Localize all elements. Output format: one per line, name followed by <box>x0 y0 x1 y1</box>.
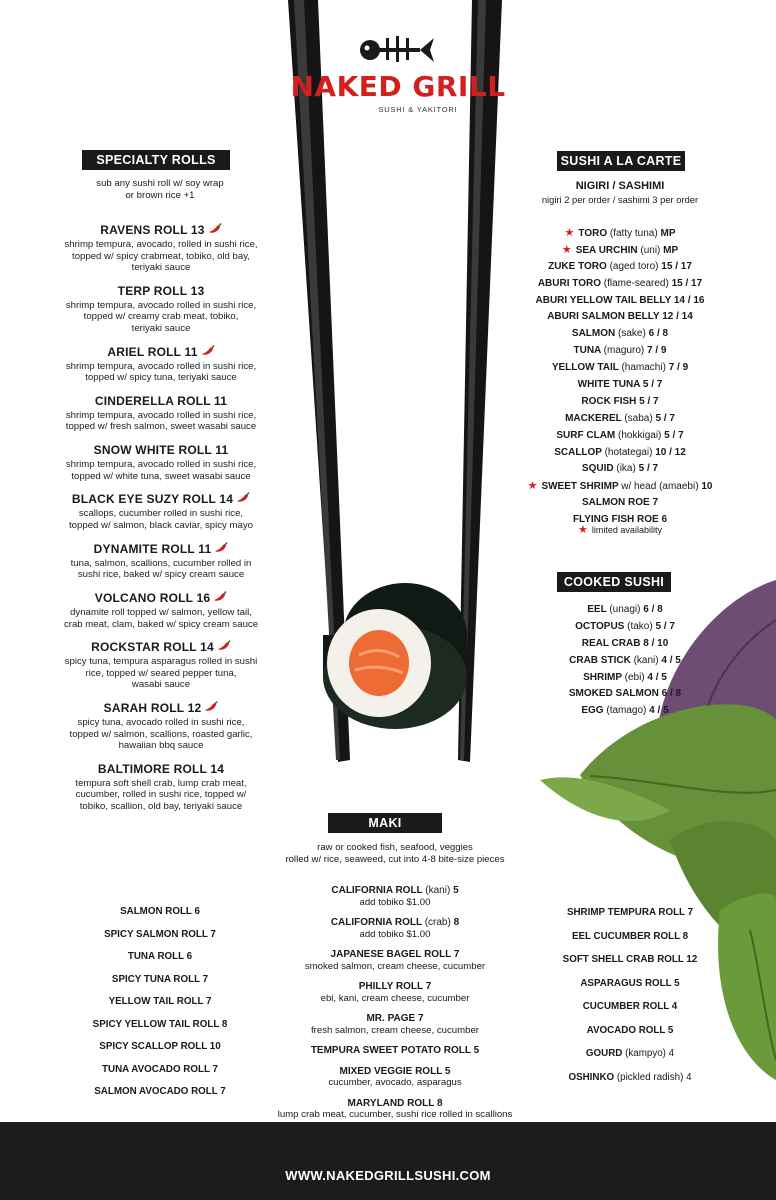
maki-item-description: cucumber, avocado, asparagus <box>328 1077 462 1088</box>
maki-item-name: TEMPURA SWEET POTATO ROLL 5 <box>310 1045 480 1056</box>
sushi-item-name: ZUKE TORO <box>548 260 607 272</box>
maki-item-name: PHILLY ROLL 7 <box>358 981 432 992</box>
maki-note-line: rolled w/ rice, seaweed, cut into 4-8 bite-size pieces <box>285 854 505 865</box>
maki-item <box>545 1066 715 1090</box>
cooked-item-name: SHRIMP <box>583 671 622 683</box>
sushi-item-name: WHITE TUNA <box>577 379 641 391</box>
chili-pepper-icon <box>204 701 218 713</box>
cooked-item-name: EGG <box>581 705 604 717</box>
roll-description-line: shrimp tempura, avocado rolled in sushi rice, <box>65 459 257 471</box>
specialty-roll-item <box>52 589 270 630</box>
sushi-item-price: 12 / 14 <box>662 311 693 323</box>
sushi-item <box>520 495 720 512</box>
sushi-item-note: (aged toro) <box>609 260 659 272</box>
specialty-roll-item <box>52 490 270 531</box>
chili-pepper-icon <box>201 345 215 357</box>
maki-item-name: EEL CUCUMBER ROLL 8 <box>571 930 689 942</box>
specialty-rolls-note <box>55 178 265 201</box>
sushi-item <box>520 394 720 411</box>
roll-name-line <box>52 221 270 239</box>
roll-name-line <box>52 441 270 459</box>
cooked-item <box>540 670 710 687</box>
sushi-item <box>520 377 720 394</box>
roll-description-line: tobiko, scallion, old bay, teriyaki sauce <box>79 800 243 812</box>
sushi-item-price: MP <box>663 244 679 256</box>
roll-description-line: shrimp tempura, avocado rolled in sushi rice, <box>65 409 257 421</box>
star-icon: ★ <box>527 480 538 493</box>
sushi-item-price: 7 / 9 <box>647 345 667 357</box>
roll-name-line <box>52 343 270 361</box>
maki-item <box>545 972 715 996</box>
maki-item-name: AVOCADO ROLL 5 <box>586 1024 674 1036</box>
sushi-item-price: 15 / 17 <box>671 277 703 289</box>
sushi-item <box>520 411 720 428</box>
sushi-item-note: (hotategai) <box>604 446 653 458</box>
maki-item <box>260 981 530 1004</box>
cooked-item-note: (unagi) <box>609 604 641 615</box>
specialty-roll-item <box>52 221 270 274</box>
roll-description-line: shrimp tempura, avocado rolled in sushi rice, <box>65 299 257 311</box>
chili-pepper-icon <box>213 591 227 603</box>
maki-header: MAKI <box>328 813 442 833</box>
roll-description-line: tuna, salmon, scallions, cucumber rolled in <box>70 557 252 569</box>
roll-name: SNOW WHITE ROLL 11 <box>93 443 229 458</box>
sushi-item <box>520 428 720 445</box>
limited-availability-note <box>540 523 700 536</box>
sushi-item <box>520 225 720 242</box>
maki-right-list <box>545 901 715 1089</box>
sushi-item-price: 15 / 17 <box>661 260 692 272</box>
sushi-item <box>520 309 720 326</box>
sushi-item-name: FLYING FISH ROE <box>572 514 659 526</box>
roll-description-line: scallops, cucumber rolled in sushi rice, <box>78 508 244 520</box>
roll-description-line: hawaiian bbq sauce <box>118 740 204 752</box>
sushi-item-note: (sake) <box>618 328 646 340</box>
roll-name-line <box>52 490 270 508</box>
sushi-item-price: 6 / 8 <box>648 328 669 340</box>
sushi-item <box>520 276 720 293</box>
nigiri-sashimi-subheader: NIGIRI / SASHIMI <box>575 180 665 192</box>
sushi-item <box>520 242 720 259</box>
cooked-item-price: 6 / 8 <box>643 604 663 615</box>
maki-item-name: CALIFORNIA ROLL <box>330 917 422 928</box>
maki-item: TUNA ROLL 6 <box>127 951 193 962</box>
maki-item-note: (crab) <box>424 917 451 928</box>
maki-item-description: fresh salmon, cream cheese, cucumber <box>311 1024 479 1036</box>
roll-name: VOLCANO ROLL 16 <box>94 591 211 606</box>
sushi-item-note: (saba) <box>624 412 653 424</box>
maki-item <box>260 885 530 908</box>
nigiri-sashimi-note: nigiri 2 per order / sashimi 3 per order <box>541 194 699 205</box>
cooked-item-note: (tako) <box>627 620 653 632</box>
maki-item-description: add tobiko $1.00 <box>359 928 431 940</box>
sushi-item-note: (flame-seared) <box>603 277 669 289</box>
maki-item-name-line <box>260 1098 530 1110</box>
brand-tagline: SUSHI & YAKITORI <box>378 105 458 114</box>
roll-description-line: shrimp tempura, avocado, rolled in sushi rice, <box>64 239 258 250</box>
specialty-roll-item <box>52 638 270 691</box>
roll-name: BALTIMORE ROLL 14 <box>97 761 225 776</box>
maki-item: SPICY TUNA ROLL 7 <box>111 973 209 985</box>
roll-name: ROCKSTAR ROLL 14 <box>91 640 214 655</box>
sushi-roll-image <box>315 575 485 735</box>
cooked-sushi-header: COOKED SUSHI <box>557 572 671 592</box>
maki-item-description: add tobiko $1.00 <box>359 896 431 908</box>
specialty-note-line: sub any sushi roll w/ soy wrap <box>96 178 224 189</box>
sushi-item <box>520 259 720 276</box>
chili-pepper-icon <box>236 492 250 504</box>
roll-description-line: cucumber, rolled in sushi rice, topped w/ <box>75 789 247 801</box>
roll-name-line <box>52 589 270 607</box>
roll-name-line <box>52 760 270 778</box>
roll-description-line: topped w/ salmon, scallions, roasted garlic, <box>69 728 253 740</box>
cooked-item <box>540 653 710 670</box>
fish-skeleton-logo <box>358 34 436 64</box>
cooked-item <box>540 686 710 703</box>
specialty-roll-item <box>52 760 270 813</box>
cooked-item <box>540 619 710 636</box>
sushi-item-price: MP <box>660 228 676 239</box>
maki-item <box>260 1066 530 1089</box>
star-icon: ★ <box>578 524 588 536</box>
maki-item-name: GOURD <box>585 1048 623 1059</box>
cooked-item <box>540 602 710 619</box>
sushi-item <box>520 293 720 310</box>
sushi-item-name: YELLOW TAIL <box>551 362 619 374</box>
maki-item-note: (kani) <box>425 885 451 896</box>
sushi-item-price: 10 / 12 <box>655 446 686 458</box>
sushi-item-price: 5 / 7 <box>655 412 675 424</box>
sushi-a-la-carte-list <box>520 225 720 529</box>
maki-item-name-line <box>260 949 530 961</box>
roll-name-line <box>52 392 270 410</box>
maki-item: SPICY SALMON ROLL 7 <box>104 928 216 940</box>
maki-item: SALMON AVOCADO ROLL 7 <box>94 1086 226 1097</box>
roll-description-line: dynamite roll topped w/ salmon, yellow tail, <box>70 607 252 619</box>
roll-name: CINDERELLA ROLL 11 <box>94 393 228 408</box>
maki-item: TUNA AVOCADO ROLL 7 <box>102 1063 218 1075</box>
maki-item <box>545 995 715 1019</box>
maki-item <box>260 1098 530 1121</box>
roll-name: BLACK EYE SUZY ROLL 14 <box>71 492 234 507</box>
star-icon: ★ <box>561 243 572 256</box>
maki-item <box>545 925 715 949</box>
chili-pepper-icon <box>208 223 222 235</box>
cooked-item <box>540 703 710 720</box>
sushi-item-name: SALMON <box>571 328 616 340</box>
cooked-item-price: 4 / 5 <box>647 671 667 683</box>
sushi-item <box>520 461 720 478</box>
specialty-roll-item <box>52 343 270 384</box>
footer-bar <box>0 1122 776 1200</box>
maki-item: SPICY YELLOW TAIL ROLL 8 <box>92 1018 228 1030</box>
maki-item: SALMON ROLL 6 <box>120 906 200 917</box>
maki-item-name: CUCUMBER ROLL 4 <box>582 1001 678 1012</box>
maki-item <box>260 1045 530 1057</box>
roll-description-line: topped w/ creamy crab meat, tobiko, <box>83 311 239 323</box>
maki-item-name: SHRIMP TEMPURA ROLL 7 <box>566 907 694 918</box>
roll-description-line: wasabi sauce <box>131 679 191 691</box>
maki-item <box>545 901 715 925</box>
roll-description-line: topped w/ white tuna, sweet wasabi sauce <box>71 470 251 482</box>
sushi-item-note: (hamachi) <box>621 362 666 374</box>
maki-item-name: JAPANESE BAGEL ROLL 7 <box>330 949 460 960</box>
sushi-item-name: SWEET SHRIMP <box>541 481 619 493</box>
roll-description-line: spicy tuna, avocado rolled in sushi rice, <box>77 717 245 729</box>
roll-description-line: teriyaki sauce <box>131 322 191 334</box>
maki-item: SPICY SCALLOP ROLL 10 <box>99 1041 221 1052</box>
sushi-item-note: (fatty tuna) <box>609 228 658 239</box>
maki-item-price: 8 <box>453 917 460 928</box>
maki-note-line: raw or cooked fish, seafood, veggies <box>317 842 473 853</box>
specialty-roll-item <box>52 699 270 752</box>
cooked-item-name: REAL CRAB <box>581 637 641 649</box>
cooked-item-price: 5 / 7 <box>655 620 675 632</box>
cooked-item-price: 4 / 5 <box>649 705 669 717</box>
roll-description-line: spicy tuna, tempura asparagus rolled in sushi <box>64 656 258 668</box>
sushi-item-price: 5 / 7 <box>638 463 659 475</box>
sushi-item-name: SEA URCHIN <box>575 244 638 256</box>
maki-item: YELLOW TAIL ROLL 7 <box>108 996 212 1007</box>
sushi-item-name: SURF CLAM <box>556 429 616 441</box>
specialty-note-line: or brown rice +1 <box>125 189 195 201</box>
sushi-item-price: 14 / 16 <box>673 294 705 306</box>
cooked-item-name: OCTOPUS <box>575 620 625 632</box>
sushi-item-name: TORO <box>578 228 608 239</box>
roll-name: ARIEL ROLL 11 <box>107 344 198 359</box>
maki-item-name: SOFT SHELL CRAB ROLL 12 <box>562 954 698 965</box>
cooked-item-note: (kani) <box>633 654 659 666</box>
cooked-item <box>540 636 710 653</box>
sushi-item <box>520 360 720 377</box>
maki-item-name-line <box>260 917 530 929</box>
specialty-roll-item <box>52 540 270 581</box>
sushi-item-name: SALMON ROE <box>581 497 650 509</box>
roll-name-line <box>52 699 270 717</box>
sushi-a-la-carte-header: SUSHI A LA CARTE <box>557 151 685 171</box>
roll-description-line: crab meat, clam, baked w/ spicy cream sauce <box>63 618 259 630</box>
cooked-sushi-list <box>540 602 710 720</box>
maki-left-list <box>80 901 240 1104</box>
sushi-item-note: (ika) <box>616 463 636 475</box>
specialty-roll-item <box>52 282 270 335</box>
specialty-rolls-header: SPECIALTY ROLLS <box>82 150 230 170</box>
roll-description-line: topped w/ fresh salmon, sweet wasabi sauce <box>65 421 257 433</box>
roll-description-line: topped w/ spicy crabmeat, tobiko, old bay, <box>72 250 250 262</box>
maki-item <box>545 1042 715 1066</box>
sushi-item-name: SQUID <box>581 463 614 475</box>
maki-item <box>260 1013 530 1036</box>
sushi-item <box>520 343 720 360</box>
maki-item-name-line <box>260 1045 530 1057</box>
cooked-item-note: (ebi) <box>624 671 645 683</box>
sushi-item-price: 7 <box>652 497 659 509</box>
website-url[interactable]: WWW.NAKEDGRILLSUSHI.COM <box>285 1168 491 1183</box>
maki-note <box>260 842 530 866</box>
sushi-item-name: SCALLOP <box>554 446 602 458</box>
roll-name: RAVENS ROLL 13 <box>100 223 205 237</box>
cooked-item-note: (tamago) <box>606 705 647 717</box>
sushi-item-price: 6 <box>661 514 668 526</box>
cooked-item-price: 4 / 5 <box>661 654 681 666</box>
brand-name: NAKED GRILL <box>290 70 506 103</box>
cooked-item-price: 8 / 10 <box>643 637 669 649</box>
sushi-item-note: (uni) <box>640 244 661 256</box>
roll-name-line <box>52 540 270 558</box>
chili-pepper-icon <box>214 542 228 554</box>
maki-item-name: OSHINKO <box>568 1071 615 1083</box>
sushi-item-note: w/ head (amaebi) <box>621 481 699 493</box>
maki-item-name-line <box>260 981 530 993</box>
cooked-item-name: SMOKED SALMON <box>568 688 659 700</box>
maki-item-name: CALIFORNIA ROLL <box>331 885 423 896</box>
sushi-item <box>520 326 720 343</box>
maki-item-price: 5 <box>453 885 459 896</box>
roll-description-line: sushi rice, baked w/ spicy cream sauce <box>77 569 245 581</box>
maki-item-description: lump crab meat, cucumber, sushi rice rolled in scallions <box>277 1109 513 1120</box>
chili-pepper-icon <box>217 640 231 652</box>
maki-item-note: (kampyo) 4 <box>625 1048 675 1059</box>
maki-item <box>260 949 530 972</box>
maki-item-name: MIXED VEGGIE ROLL 5 <box>339 1065 451 1077</box>
sushi-item-name: ABURI YELLOW TAIL BELLY <box>535 294 672 306</box>
sushi-item-price: 5 / 7 <box>642 379 663 391</box>
maki-item-name: MR. PAGE 7 <box>366 1013 424 1024</box>
sushi-item-name: ABURI SALMON BELLY <box>547 311 660 323</box>
roll-description-line: topped w/ spicy tuna, teriyaki sauce <box>85 372 237 384</box>
sushi-item-name: TUNA <box>573 345 601 357</box>
roll-name: TERP ROLL 13 <box>117 283 205 298</box>
sushi-item-price: 5 / 7 <box>639 395 659 407</box>
maki-item-description: smoked salmon, cream cheese, cucumber <box>304 960 486 972</box>
sushi-item <box>520 445 720 462</box>
sushi-item-price: 5 / 7 <box>664 429 684 441</box>
roll-description-line: topped w/ salmon, black caviar, spicy mayo <box>69 519 253 531</box>
cooked-item-name: EEL <box>587 604 607 615</box>
specialty-roll-item <box>52 392 270 433</box>
cooked-item-name: CRAB STICK <box>569 654 631 666</box>
maki-item-name-line <box>260 1013 530 1025</box>
sushi-item-price: 10 <box>701 481 713 493</box>
roll-description-line: shrimp tempura, avocado rolled in sushi rice, <box>65 360 257 372</box>
maki-item-description: ebi, kani, cream cheese, cucumber <box>320 992 470 1004</box>
maki-item-name: ASPARAGUS ROLL 5 <box>580 977 680 989</box>
maki-item-name-line <box>260 1066 530 1078</box>
sushi-item-note: (hokkigai) <box>618 429 662 441</box>
sushi-item <box>520 478 720 495</box>
maki-item-name-line <box>260 885 530 897</box>
sushi-item-name: MACKEREL <box>565 412 622 424</box>
star-icon: ★ <box>564 227 575 239</box>
specialty-rolls-list <box>52 221 270 812</box>
roll-description-line: rice, topped w/ seared pepper tuna, <box>85 667 237 679</box>
maki-item <box>545 948 715 972</box>
maki-item <box>260 917 530 940</box>
specialty-roll-item <box>52 441 270 482</box>
roll-name-line <box>52 282 270 300</box>
maki-item-name: MARYLAND ROLL 8 <box>347 1097 443 1109</box>
cooked-item-price: 6 / 8 <box>661 688 682 700</box>
maki-center-list <box>260 885 530 1121</box>
sushi-item-name: ABURI TORO <box>537 277 601 289</box>
roll-description-line: teriyaki sauce <box>131 262 191 273</box>
roll-name: SARAH ROLL 12 <box>103 701 202 716</box>
sushi-item-price: 7 / 9 <box>668 362 689 374</box>
roll-description-line: tempura soft shell crab, lump crab meat, <box>75 777 247 789</box>
sushi-item-name: ROCK FISH <box>581 395 637 407</box>
roll-name: DYNAMITE ROLL 11 <box>93 541 212 556</box>
limited-label: limited availability <box>591 525 662 535</box>
maki-item-note: (pickled radish) 4 <box>616 1071 692 1083</box>
roll-name-line <box>52 638 270 656</box>
sushi-item-note: (maguro) <box>603 345 645 357</box>
maki-item <box>545 1019 715 1043</box>
